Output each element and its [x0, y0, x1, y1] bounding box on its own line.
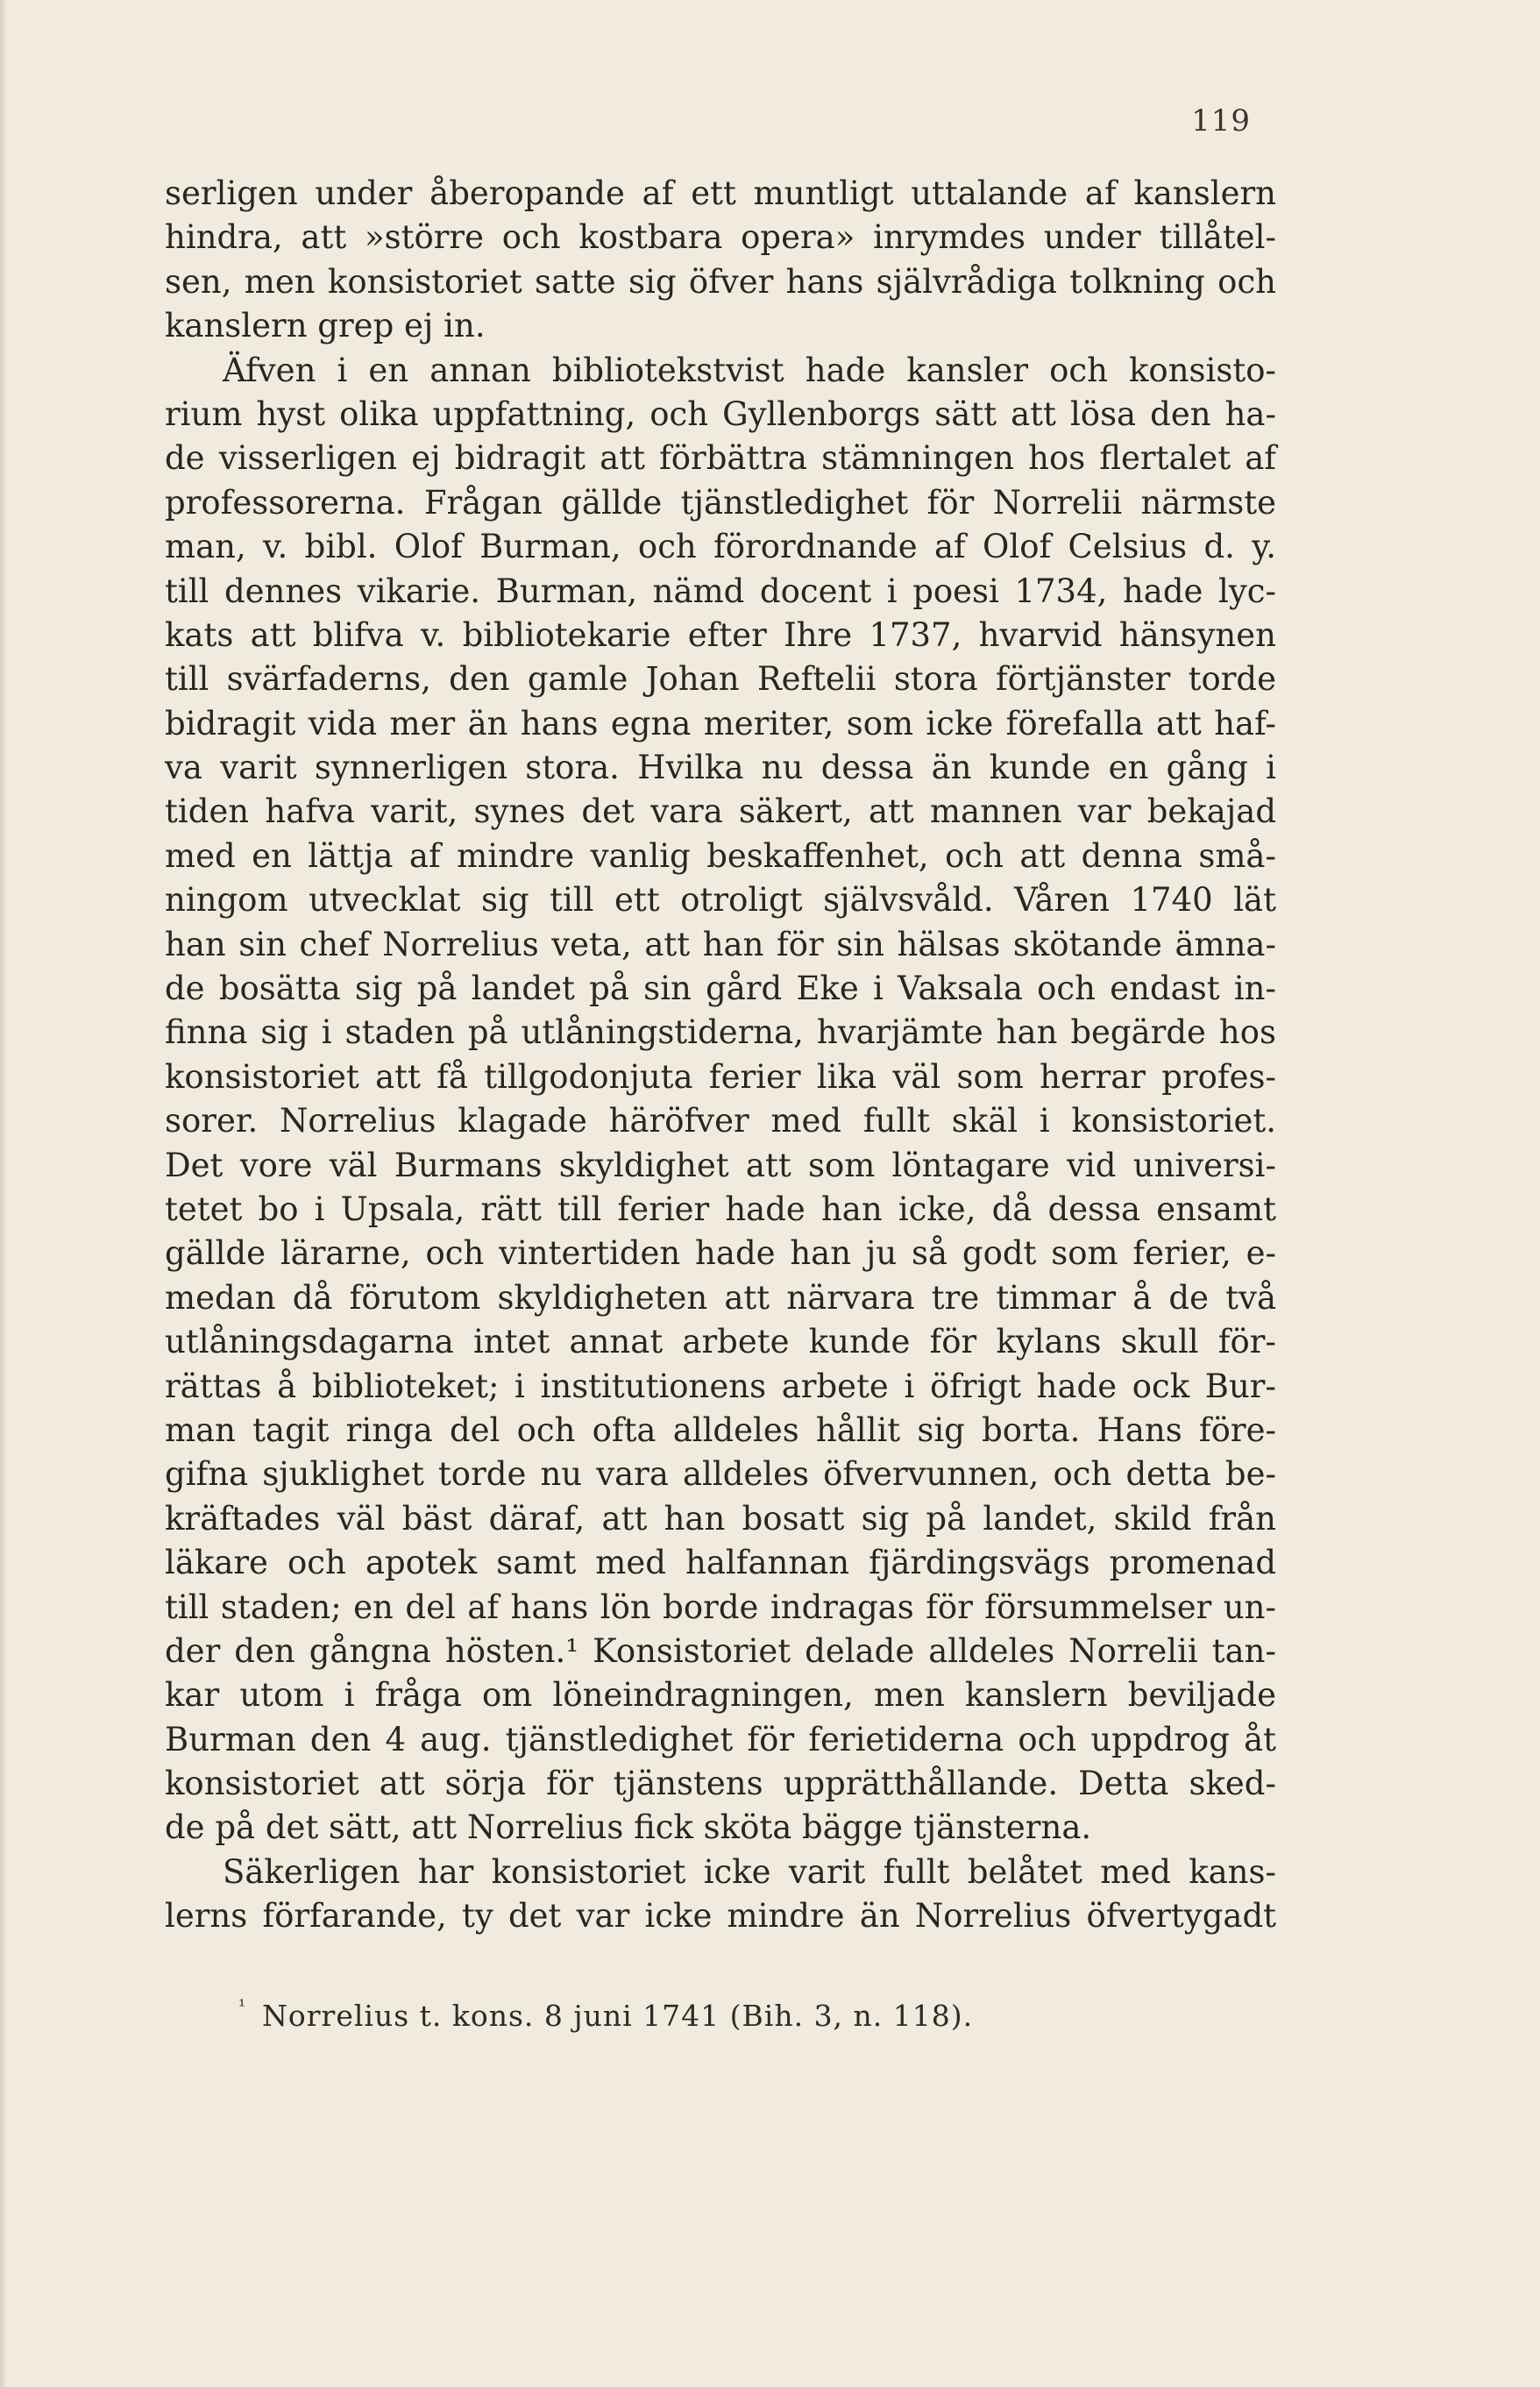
page-edge-shadow [0, 0, 7, 2387]
text-line: de bosätta sig på landet på sin gård Eke i Vaksala och endast in- [165, 970, 1276, 1008]
text-line: kar utom i fråga om löneindragningen, men kanslern beviljade [165, 1676, 1276, 1715]
text-line: gifna sjuklighet torde nu vara alldeles öfvervunnen, och detta be- [165, 1455, 1276, 1494]
text-line: de visserligen ej bidragit att förbättra stämningen hos flertalet af [165, 439, 1276, 478]
text-line: rium hyst olika uppfattning, och Gyllenborgs sätt att lösa den ha- [165, 394, 1276, 433]
text-line: finna sig i staden på utlåningstiderna, hvarjämte han begärde hos [165, 1013, 1276, 1052]
footnote [238, 1995, 974, 2033]
text-line: utlåningsdagarna intet annat arbete kunde för kylans skull för- [165, 1323, 1276, 1361]
text-line: der den gångna hösten.¹ Konsistoriet delade alldeles Norrelii tan- [165, 1631, 1276, 1670]
text-line: va varit synnerligen stora. Hvilka nu dessa än kunde en gång i [165, 749, 1276, 787]
text-line: hindra, att »större och kostbara opera» inrymdes under tillåtel- [165, 218, 1276, 257]
text-line: sorer. Norrelius klagade häröfver med fullt skäl i konsistoriet. [165, 1102, 1276, 1140]
text-line: kats att blifva v. bibliotekarie efter Ihre 1737, hvarvid hänsynen [165, 615, 1276, 654]
text-line: med en lättja af mindre vanlig beskaffenhet, och att denna små- [165, 836, 1276, 875]
text-line: lerns förfarande, ty det var icke mindre än Norrelius öfvertygadt [165, 1897, 1276, 1936]
text-line: man tagit ringa del och ofta alldeles hållit sig borta. Hans före- [165, 1410, 1276, 1449]
text-line: till staden; en del af hans lön borde indragas för försummelser un- [165, 1588, 1276, 1626]
text-line: tetet bo i Upsala, rätt till ferier hade han icke, då dessa ensamt [165, 1190, 1276, 1228]
text-line: rättas å biblioteket; i institutionens arbete i öfrigt hade ock Bur- [165, 1367, 1276, 1405]
text-line: till svärfaderns, den gamle Johan Reftelii stora förtjänster torde [165, 660, 1276, 699]
text-line: konsistoriet att få tillgodonjuta ferier lika väl som herrar profes- [165, 1057, 1276, 1096]
text-line: han sin chef Norrelius veta, att han för sin hälsas skötande ämna- [165, 925, 1276, 963]
text-line: sen, men konsistoriet satte sig öfver hans självrådiga tolkning och [165, 262, 1276, 301]
text-line: Äfven i en annan bibliotekstvist hade kansler och konsisto- [223, 351, 1276, 389]
text-line: Burman den 4 aug. tjänstledighet för ferietiderna och uppdrog åt [165, 1720, 1276, 1758]
footnote-text: Norrelius t. kons. 8 juni 1741 (Bih. 3, n. 118). [262, 1999, 974, 2033]
text-line: serligen under åberopande af ett muntligt uttalande af kanslern [165, 174, 1276, 212]
text-line: bidragit vida mer än hans egna meriter, som icke förefalla att haf- [165, 704, 1276, 742]
text-line: Det vore väl Burmans skyldighet att som löntagare vid universi- [165, 1146, 1276, 1184]
text-line: medan då förutom skyldigheten att närvara tre timmar å de två [165, 1278, 1276, 1317]
body-text [165, 172, 1276, 1939]
text-line: Säkerligen har konsistoriet icke varit fullt belåtet med kans- [223, 1852, 1276, 1891]
text-line: gällde lärarne, och vintertiden hade han ju så godt som ferier, e- [165, 1234, 1276, 1273]
text-line: de på det sätt, att Norrelius fick sköta bägge tjänsterna. [165, 1808, 1092, 1847]
page-number: 119 [1191, 103, 1251, 139]
text-line: ningom utvecklat sig till ett otroligt självsvåld. Våren 1740 lät [165, 881, 1276, 920]
text-line: man, v. bibl. Olof Burman, och förordnande af Olof Celsius d. y. [165, 528, 1276, 566]
text-line: kanslern grep ej in. [165, 307, 486, 345]
footnote-marker: ¹ [238, 1995, 247, 2016]
text-line: konsistoriet att sörja för tjänstens upprätthållande. Detta sked- [165, 1765, 1276, 1803]
text-line: tiden hafva varit, synes det vara säkert, att mannen var bekajad [165, 792, 1276, 831]
text-line: kräftades väl bäst däraf, att han bosatt sig på landet, skild från [165, 1499, 1276, 1538]
text-line: till dennes vikarie. Burman, nämd docent i poesi 1734, hade lyc- [165, 572, 1276, 610]
text-line: professorerna. Frågan gällde tjänstledighet för Norrelii närmste [165, 483, 1276, 522]
text-line: läkare och apotek samt med halfannan fjärdingsvägs promenad [165, 1544, 1276, 1582]
